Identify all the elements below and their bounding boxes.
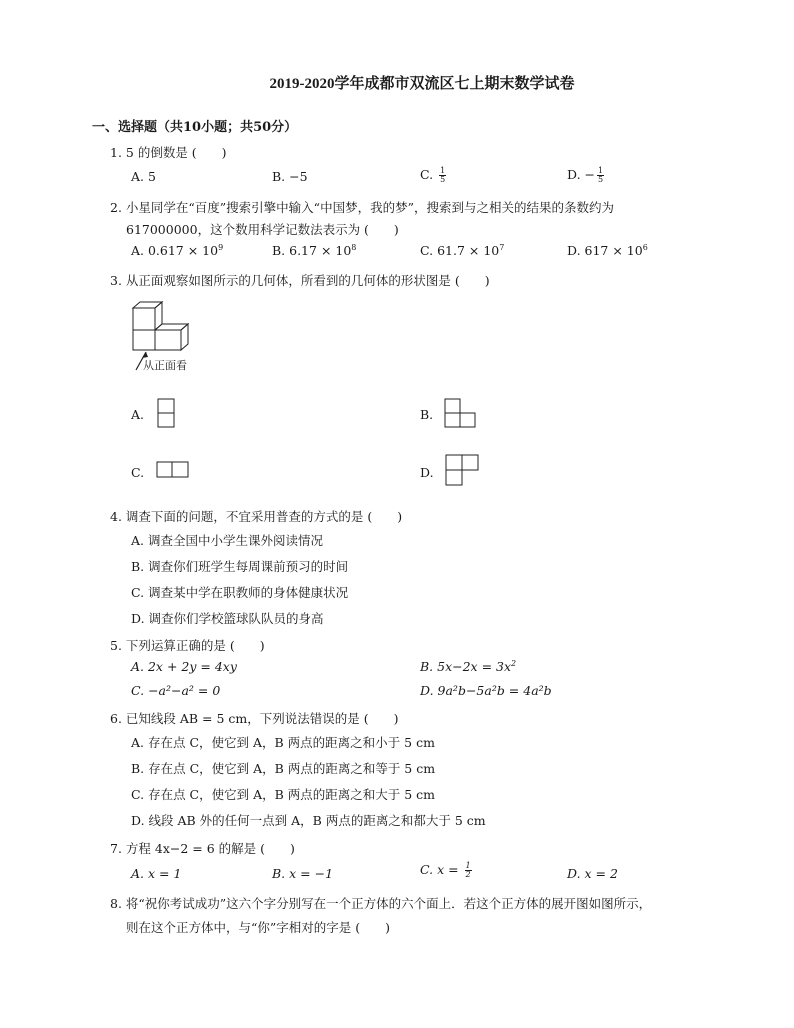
question-1-stem: 1. 5 的倒数是 ( ) [110, 145, 227, 160]
fraction: $\frac{1}{5}$ [598, 166, 604, 184]
q2-option-d: D. $617 \times 10^6$ [567, 243, 648, 259]
q1-option-d: D. − $\frac{1}{5}$ [567, 166, 604, 184]
q4-option-c: C. 调查某中学在职教师的身体健康状况 [131, 585, 349, 600]
page-title: 2019-2020学年成都市双流区七上期末数学试卷 [269, 76, 575, 92]
q3-option-a-figure [157, 398, 177, 430]
q2-option-c: C. $61.7 \times 10^7$ [420, 243, 505, 259]
figure-caption: 从正面看 [143, 359, 187, 372]
section-heading: 一、选择题（共10小题；共50分） [92, 120, 298, 135]
q7-option-b: B. x = −1 [272, 866, 334, 881]
question-7-stem: 7. 方程 4x−2 = 6 的解是 ( ) [110, 841, 295, 856]
q7-option-a: A. x = 1 [131, 866, 182, 881]
q3-option-d-label: D. [420, 465, 434, 480]
q7-option-d: D. x = 2 [567, 866, 618, 881]
q3-option-c-label: C. [131, 465, 145, 480]
fraction: $\frac{1}{2}$ [465, 861, 471, 879]
q6-option-b: B. 存在点 C，使它到 A，B 两点的距离之和等于 5 cm [131, 761, 436, 776]
q4-option-d: D. 调查你们学校篮球队队员的身高 [131, 611, 324, 626]
q1-option-c: C. $\frac{1}{5}$ [420, 166, 446, 184]
question-2-stem-line2: 617000000，这个数用科学记数法表示为 ( ) [126, 222, 399, 237]
question-5-stem: 5. 下列运算正确的是 ( ) [110, 638, 265, 653]
q5-option-b: B. $5x-2x = 3x^2$ [420, 659, 517, 675]
q1-option-a: A. 5 [131, 169, 156, 184]
q4-option-a: A. 调查全国中小学生课外阅读情况 [131, 533, 323, 548]
q3-option-b-figure [444, 398, 478, 430]
q1-option-b: B. −5 [272, 169, 308, 184]
q5-option-d: D. 9a²b−5a²b = 4a²b [420, 683, 552, 698]
q6-option-d: D. 线段 AB 外的任何一点到 A，B 两点的距离之和都大于 5 cm [131, 813, 486, 828]
q2-option-b: B. $6.17 \times 10^8$ [272, 243, 357, 259]
q4-option-b: B. 调查你们班学生每周课前预习的时间 [131, 559, 349, 574]
question-3-stem: 3. 从正面观察如图所示的几何体，所看到的几何体的形状图是 ( ) [110, 273, 490, 288]
q3-option-d-figure [445, 454, 481, 488]
q3-option-a-label: A. [131, 407, 145, 422]
q6-option-c: C. 存在点 C，使它到 A，B 两点的距离之和大于 5 cm [131, 787, 436, 802]
q6-option-a: A. 存在点 C，使它到 A，B 两点的距离之和小于 5 cm [131, 735, 435, 750]
q5-option-c: C. −a²−a² = 0 [131, 683, 221, 698]
q3-option-c-figure [156, 461, 190, 479]
q2-option-a: A. $0.617 \times 10^9$ [131, 243, 224, 259]
fraction: $\frac{1}{5}$ [440, 166, 446, 184]
question-2-stem-line1: 2. 小星同学在“百度”搜索引擎中输入“中国梦，我的梦”，搜索到与之相关的结果的条数约为 [110, 200, 614, 215]
q5-option-a: A. 2x + 2y = 4xy [131, 659, 237, 674]
q7-option-c: C. x = $\frac{1}{2}$ [420, 861, 471, 879]
question-8-stem-line2: 则在这个正方体中，与“你”字相对的字是 ( ) [126, 920, 391, 935]
q3-option-b-label: B. [420, 407, 434, 422]
question-8-stem-line1: 8. 将“祝你考试成功”这六个字分别写在一个正方体的六个面上．若这个正方体的展开图如图所示， [110, 896, 652, 911]
question-6-stem: 6. 已知线段 AB = 5 cm，下列说法错误的是 ( ) [110, 711, 399, 726]
question-4-stem: 4. 调查下面的问题，不宜采用普查的方式的是 ( ) [110, 509, 403, 524]
